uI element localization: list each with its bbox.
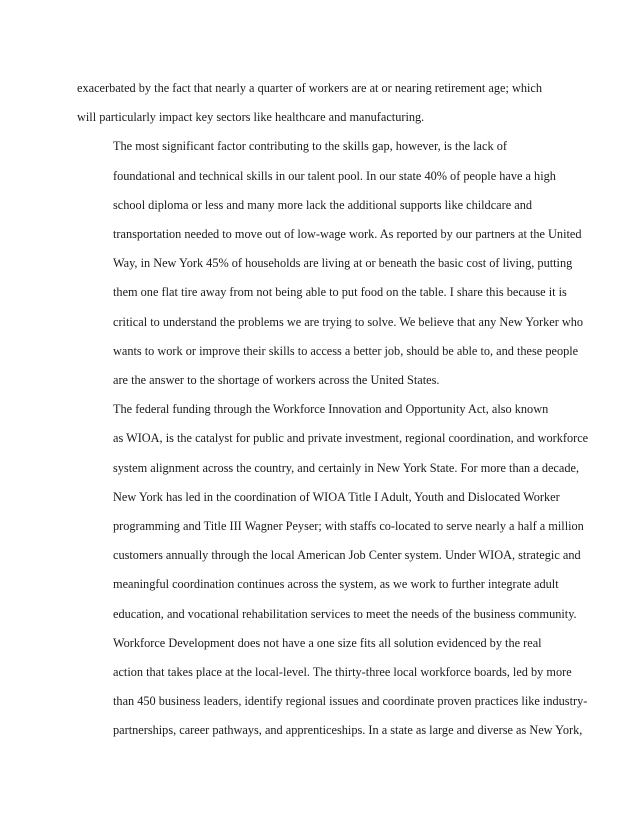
text-line: as WIOA, is the catalyst for public and private investment, regional coordination, and workforce [113, 431, 589, 446]
text-line: them one flat tire away from not being able to put food on the table. I share this because it is [113, 285, 567, 300]
text-line: Workforce Development does not have a one size fits all solution evidenced by the real [113, 635, 542, 650]
text-line: customers annually through the local American Job Center system. Under WIOA, strategic and [113, 548, 581, 563]
text-line: than 450 business leaders, identify regional issues and coordinate proven practices like industry- [113, 694, 588, 709]
text-line: The most significant factor contributing to the skills gap, however, is the lack of [113, 139, 507, 154]
text-line: exacerbated by the fact that nearly a quarter of workers are at or nearing retirement age; which [77, 81, 542, 95]
text-line: The federal funding through the Workforce Innovation and Opportunity Act, also known [113, 402, 549, 417]
document-body [77, 74, 589, 746]
text-line: New York has led in the coordination of WIOA Title I Adult, Youth and Dislocated Worker [113, 489, 560, 504]
text-line: programming and Title III Wagner Peyser; with staffs co-located to serve nearly a half a million [113, 519, 584, 534]
text-line: wants to work or improve their skills to access a better job, should be able to, and these people [113, 343, 579, 358]
paragraph-local-workforce [77, 629, 588, 746]
text-line: meaningful coordination continues across the system, as we work to further integrate adult [113, 577, 559, 592]
text-line: partnerships, career pathways, and apprenticeships. In a state as large and diverse as New York, [113, 723, 583, 738]
paragraph-retirement-continuation [77, 74, 567, 132]
text-line: critical to understand the problems we are trying to solve. We believe that any New Yorker who [113, 314, 584, 329]
text-line: will particularly impact key sectors like healthcare and manufacturing. [77, 110, 425, 125]
text-line: foundational and technical skills in our talent pool. In our state 40% of people have a high [113, 168, 556, 183]
paragraph-skills-gap [77, 132, 584, 395]
text-line: system alignment across the country, and certainly in New York State. For more than a decade, [113, 460, 580, 475]
text-line: Way, in New York 45% of households are living at or beneath the basic cost of living, putting [113, 256, 573, 271]
text-line: action that takes place at the local-level. The thirty-three local workforce boards, led by more [113, 665, 572, 680]
text-line: school diploma or less and many more lack the additional supports like childcare and [113, 197, 533, 212]
paragraph-wioa-funding [77, 395, 589, 629]
text-line: are the answer to the shortage of workers across the United States. [113, 373, 440, 388]
text-line: transportation needed to move out of low-wage work. As reported by our partners at the United [113, 227, 582, 242]
text-line: education, and vocational rehabilitation services to meet the needs of the business community. [113, 606, 577, 621]
